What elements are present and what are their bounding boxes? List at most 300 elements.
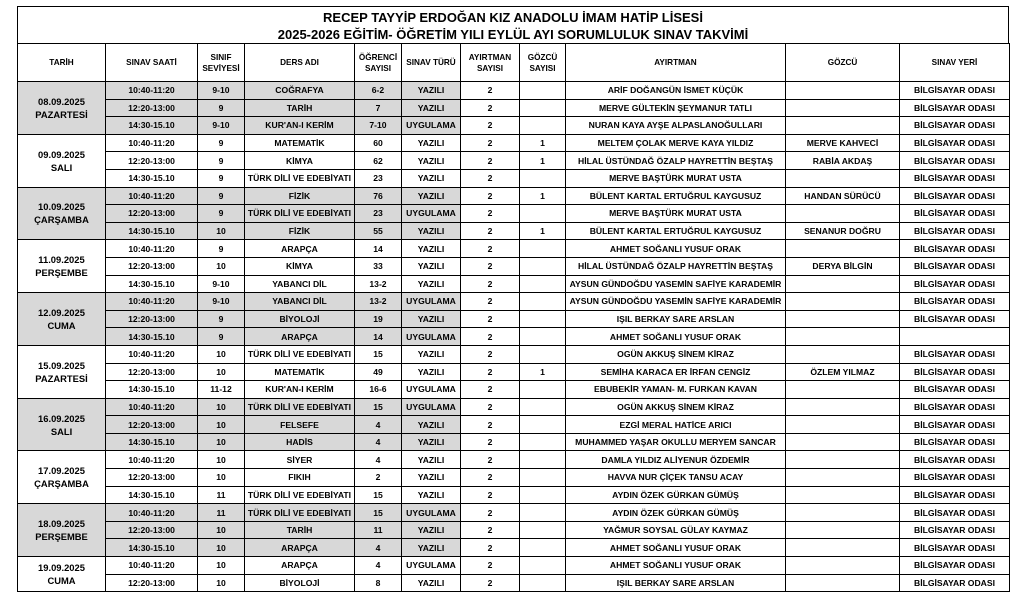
exam-weekday: PAZARTESİ <box>35 372 88 384</box>
date-cell <box>18 293 106 346</box>
table-row <box>18 99 1010 117</box>
graders-cell: BÜLENT KARTAL ERTUĞRUL KAYGUSUZ <box>566 187 786 205</box>
date-cell <box>18 345 106 398</box>
grader-count-cell: 2 <box>461 486 520 504</box>
table-row <box>18 469 1010 487</box>
proctor-cell <box>786 557 900 575</box>
exam-time-cell: 12:20-13:00 <box>106 99 198 117</box>
exam-time-cell: 14:30-15.10 <box>106 222 198 240</box>
proctor-cell <box>786 469 900 487</box>
grade-level-cell: 9 <box>198 240 245 258</box>
grade-level-cell: 10 <box>198 363 245 381</box>
course-name-cell: TÜRK DİLİ VE EDEBİYATI <box>245 486 355 504</box>
schedule-body <box>18 82 1010 592</box>
exam-type-cell: UYGULAMA <box>402 117 461 135</box>
exam-room-cell: BİLGİSAYAR ODASI <box>900 222 1010 240</box>
exam-schedule-table <box>17 43 1010 592</box>
exam-time-cell: 10:40-11:20 <box>106 451 198 469</box>
graders-cell: EZGİ MERAL HATİCE ARICI <box>566 416 786 434</box>
course-name-cell: TARİH <box>245 521 355 539</box>
grade-level-cell: 10 <box>198 345 245 363</box>
course-name-cell: TARİH <box>245 99 355 117</box>
table-row <box>18 257 1010 275</box>
grade-level-cell: 10 <box>198 433 245 451</box>
grader-count-cell: 2 <box>461 152 520 170</box>
proctor-cell <box>786 82 900 100</box>
student-count-cell: 15 <box>355 398 402 416</box>
proctor-count-cell <box>520 328 566 346</box>
grade-level-cell: 10 <box>198 521 245 539</box>
proctor-count-cell <box>520 398 566 416</box>
course-name-cell: BİYOLOJİ <box>245 310 355 328</box>
grader-count-cell: 2 <box>461 169 520 187</box>
graders-cell: OGÜN AKKUŞ SİNEM KİRAZ <box>566 345 786 363</box>
grader-count-cell: 2 <box>461 557 520 575</box>
graders-cell: HİLAL ÜSTÜNDAĞ ÖZALP HAYRETTİN BEŞTAŞ <box>566 257 786 275</box>
exam-type-cell: YAZILI <box>402 169 461 187</box>
exam-type-cell: YAZILI <box>402 433 461 451</box>
table-row <box>18 504 1010 522</box>
exam-room-cell: BİLGİSAYAR ODASI <box>900 152 1010 170</box>
grader-count-cell: 2 <box>461 328 520 346</box>
date-cell <box>18 240 106 293</box>
proctor-cell: MERVE KAHVECİ <box>786 134 900 152</box>
student-count-cell: 19 <box>355 310 402 328</box>
exam-time-cell: 10:40-11:20 <box>106 504 198 522</box>
exam-weekday: CUMA <box>47 575 76 587</box>
schedule-title: 2025-2026 EĞİTİM- ÖĞRETİM YILI EYLÜL AYI SORUMLULUK SINAV TAKVİMİ <box>277 27 749 42</box>
graders-cell: AHMET SOĞANLI YUSUF ORAK <box>566 240 786 258</box>
exam-time-cell: 10:40-11:20 <box>106 187 198 205</box>
exam-room-cell: BİLGİSAYAR ODASI <box>900 539 1010 557</box>
proctor-cell <box>786 381 900 399</box>
course-name-cell: MATEMATİK <box>245 134 355 152</box>
grader-count-cell: 2 <box>461 451 520 469</box>
student-count-cell: 13-2 <box>355 293 402 311</box>
exam-time-cell: 12:20-13:00 <box>106 521 198 539</box>
exam-time-cell: 14:30-15.10 <box>106 275 198 293</box>
date-cell <box>18 398 106 451</box>
course-name-cell: SİYER <box>245 451 355 469</box>
proctor-cell: ÖZLEM YILMAZ <box>786 363 900 381</box>
table-row <box>18 574 1010 592</box>
table-row <box>18 486 1010 504</box>
exam-room-cell: BİLGİSAYAR ODASI <box>900 469 1010 487</box>
exam-room-cell: BİLGİSAYAR ODASI <box>900 416 1010 434</box>
exam-type-cell: UYGULAMA <box>402 398 461 416</box>
exam-type-cell: YAZILI <box>402 222 461 240</box>
date-cell <box>18 451 106 504</box>
proctor-count-cell <box>520 451 566 469</box>
graders-cell: IŞIL BERKAY SARE ARSLAN <box>566 574 786 592</box>
exam-date: 10.09.2025 <box>38 201 85 213</box>
student-count-cell: 55 <box>355 222 402 240</box>
graders-cell: HAVVA NUR ÇİÇEK TANSU ACAY <box>566 469 786 487</box>
student-count-cell: 15 <box>355 504 402 522</box>
proctor-cell <box>786 293 900 311</box>
proctor-count-cell <box>520 574 566 592</box>
date-cell <box>18 504 106 557</box>
student-count-cell: 6-2 <box>355 82 402 100</box>
exam-room-cell: BİLGİSAYAR ODASI <box>900 293 1010 311</box>
exam-time-cell: 10:40-11:20 <box>106 557 198 575</box>
student-count-cell: 60 <box>355 134 402 152</box>
grade-level-cell: 11 <box>198 486 245 504</box>
exam-room-cell: BİLGİSAYAR ODASI <box>900 433 1010 451</box>
exam-time-cell: 12:20-13:00 <box>106 574 198 592</box>
proctor-count-cell <box>520 539 566 557</box>
exam-type-cell: YAZILI <box>402 257 461 275</box>
proctor-cell <box>786 99 900 117</box>
table-row <box>18 521 1010 539</box>
exam-weekday: SALI <box>50 425 73 437</box>
course-name-cell: ARAPÇA <box>245 557 355 575</box>
exam-date: 08.09.2025 <box>38 95 85 107</box>
grade-level-cell: 11 <box>198 504 245 522</box>
grader-count-cell: 2 <box>461 275 520 293</box>
col-header-sinif: SINIF SEVİYESİ <box>198 44 245 82</box>
exam-time-cell: 14:30-15.10 <box>106 381 198 399</box>
proctor-cell: DERYA BİLGİN <box>786 257 900 275</box>
table-row <box>18 539 1010 557</box>
exam-time-cell: 12:20-13:00 <box>106 205 198 223</box>
exam-room-cell: BİLGİSAYAR ODASI <box>900 451 1010 469</box>
exam-type-cell: UYGULAMA <box>402 293 461 311</box>
exam-type-cell: UYGULAMA <box>402 504 461 522</box>
grader-count-cell: 2 <box>461 398 520 416</box>
document-title <box>17 6 1009 43</box>
course-name-cell: TÜRK DİLİ VE EDEBİYATI <box>245 205 355 223</box>
grade-level-cell: 10 <box>198 469 245 487</box>
exam-type-cell: YAZILI <box>402 451 461 469</box>
exam-weekday: ÇARŞAMBA <box>34 478 89 490</box>
graders-cell: MERVE BAŞTÜRK MURAT USTA <box>566 169 786 187</box>
grade-level-cell: 10 <box>198 398 245 416</box>
grade-level-cell: 10 <box>198 574 245 592</box>
proctor-cell <box>786 416 900 434</box>
exam-room-cell: BİLGİSAYAR ODASI <box>900 310 1010 328</box>
student-count-cell: 4 <box>355 416 402 434</box>
graders-cell: EBUBEKİR YAMAN- M. FURKAN KAVAN <box>566 381 786 399</box>
proctor-cell <box>786 539 900 557</box>
exam-type-cell: YAZILI <box>402 539 461 557</box>
proctor-cell <box>786 521 900 539</box>
proctor-cell <box>786 169 900 187</box>
graders-cell: MELTEM ÇOLAK MERVE KAYA YILDIZ <box>566 134 786 152</box>
course-name-cell: TÜRK DİLİ VE EDEBİYATI <box>245 504 355 522</box>
course-name-cell: FİZİK <box>245 187 355 205</box>
course-name-cell: TÜRK DİLİ VE EDEBİYATI <box>245 345 355 363</box>
exam-type-cell: YAZILI <box>402 310 461 328</box>
student-count-cell: 7-10 <box>355 117 402 135</box>
exam-type-cell: YAZILI <box>402 574 461 592</box>
exam-room-cell: BİLGİSAYAR ODASI <box>900 345 1010 363</box>
exam-type-cell: YAZILI <box>402 521 461 539</box>
exam-type-cell: YAZILI <box>402 187 461 205</box>
table-row <box>18 117 1010 135</box>
exam-time-cell: 10:40-11:20 <box>106 134 198 152</box>
table-row <box>18 240 1010 258</box>
grade-level-cell: 10 <box>198 416 245 434</box>
exam-room-cell: BİLGİSAYAR ODASI <box>900 169 1010 187</box>
course-name-cell: TÜRK DİLİ VE EDEBİYATI <box>245 169 355 187</box>
exam-room-cell: BİLGİSAYAR ODASI <box>900 82 1010 100</box>
proctor-count-cell <box>520 521 566 539</box>
course-name-cell: YABANCI DİL <box>245 293 355 311</box>
grade-level-cell: 9 <box>198 134 245 152</box>
grade-level-cell: 9 <box>198 169 245 187</box>
date-cell <box>18 134 106 187</box>
table-row <box>18 416 1010 434</box>
exam-time-cell: 14:30-15.10 <box>106 486 198 504</box>
proctor-count-cell <box>520 310 566 328</box>
proctor-cell <box>786 205 900 223</box>
grader-count-cell: 2 <box>461 205 520 223</box>
course-name-cell: ARAPÇA <box>245 328 355 346</box>
exam-room-cell: BİLGİSAYAR ODASI <box>900 574 1010 592</box>
course-name-cell: KİMYA <box>245 152 355 170</box>
graders-cell: AYSUN GÜNDOĞDU YASEMİN SAFİYE KARADEMİR <box>566 275 786 293</box>
grader-count-cell: 2 <box>461 416 520 434</box>
student-count-cell: 4 <box>355 539 402 557</box>
student-count-cell: 4 <box>355 451 402 469</box>
exam-time-cell: 12:20-13:00 <box>106 416 198 434</box>
student-count-cell: 11 <box>355 521 402 539</box>
table-row <box>18 398 1010 416</box>
school-name: RECEP TAYYİP ERDOĞAN KIZ ANADOLU İMAM HATİP LİSESİ <box>323 10 703 25</box>
proctor-count-cell <box>520 416 566 434</box>
exam-date: 12.09.2025 <box>38 307 85 319</box>
course-name-cell: BİYOLOJİ <box>245 574 355 592</box>
exam-type-cell: UYGULAMA <box>402 328 461 346</box>
grader-count-cell: 2 <box>461 363 520 381</box>
grade-level-cell: 9-10 <box>198 275 245 293</box>
exam-room-cell: BİLGİSAYAR ODASI <box>900 486 1010 504</box>
grader-count-cell: 2 <box>461 293 520 311</box>
course-name-cell: TÜRK DİLİ VE EDEBİYATI <box>245 398 355 416</box>
grade-level-cell: 10 <box>198 557 245 575</box>
exam-weekday: PERŞEMBE <box>35 531 88 543</box>
grade-level-cell: 9-10 <box>198 293 245 311</box>
exam-room-cell: BİLGİSAYAR ODASI <box>900 557 1010 575</box>
exam-time-cell: 14:30-15.10 <box>106 328 198 346</box>
proctor-count-cell: 1 <box>520 152 566 170</box>
exam-type-cell: YAZILI <box>402 416 461 434</box>
table-row <box>18 363 1010 381</box>
grade-level-cell: 11-12 <box>198 381 245 399</box>
graders-cell: ARİF DOĞANGÜN İSMET KÜÇÜK <box>566 82 786 100</box>
grade-level-cell: 9 <box>198 99 245 117</box>
table-row <box>18 345 1010 363</box>
proctor-count-cell <box>520 345 566 363</box>
exam-room-cell: BİLGİSAYAR ODASI <box>900 521 1010 539</box>
grader-count-cell: 2 <box>461 574 520 592</box>
exam-date: 16.09.2025 <box>38 412 85 424</box>
grade-level-cell: 9 <box>198 187 245 205</box>
col-header-saat: SINAV SAATİ <box>106 44 198 82</box>
date-cell <box>18 557 106 592</box>
exam-type-cell: YAZILI <box>402 99 461 117</box>
grade-level-cell: 9 <box>198 310 245 328</box>
proctor-count-cell <box>520 275 566 293</box>
proctor-count-cell <box>520 486 566 504</box>
graders-cell: OGÜN AKKUŞ SİNEM KİRAZ <box>566 398 786 416</box>
proctor-cell <box>786 433 900 451</box>
graders-cell: AHMET SOĞANLI YUSUF ORAK <box>566 328 786 346</box>
exam-type-cell: YAZILI <box>402 82 461 100</box>
table-row <box>18 152 1010 170</box>
student-count-cell: 15 <box>355 486 402 504</box>
col-header-ayirtman-sayisi: AYIRTMAN SAYISI <box>461 44 520 82</box>
exam-room-cell: BİLGİSAYAR ODASI <box>900 99 1010 117</box>
proctor-count-cell: 1 <box>520 134 566 152</box>
grader-count-cell: 2 <box>461 539 520 557</box>
student-count-cell: 8 <box>355 574 402 592</box>
student-count-cell: 16-6 <box>355 381 402 399</box>
student-count-cell: 14 <box>355 240 402 258</box>
exam-date: 09.09.2025 <box>38 148 85 160</box>
grade-level-cell: 9 <box>198 152 245 170</box>
proctor-cell <box>786 117 900 135</box>
course-name-cell: COĞRAFYA <box>245 82 355 100</box>
proctor-cell <box>786 486 900 504</box>
table-row <box>18 328 1010 346</box>
exam-date: 15.09.2025 <box>38 359 85 371</box>
col-header-gozcu-sayisi: GÖZCÜ SAYISI <box>520 44 566 82</box>
proctor-count-cell: 1 <box>520 187 566 205</box>
grade-level-cell: 10 <box>198 222 245 240</box>
table-row <box>18 82 1010 100</box>
student-count-cell: 23 <box>355 205 402 223</box>
exam-room-cell: BİLGİSAYAR ODASI <box>900 504 1010 522</box>
graders-cell: IŞIL BERKAY SARE ARSLAN <box>566 310 786 328</box>
proctor-count-cell <box>520 257 566 275</box>
proctor-count-cell <box>520 205 566 223</box>
exam-type-cell: YAZILI <box>402 345 461 363</box>
graders-cell: MUHAMMED YAŞAR OKULLU MERYEM SANCAR <box>566 433 786 451</box>
exam-room-cell: BİLGİSAYAR ODASI <box>900 398 1010 416</box>
exam-time-cell: 10:40-11:20 <box>106 398 198 416</box>
exam-type-cell: YAZILI <box>402 363 461 381</box>
graders-cell: AYDIN ÖZEK GÜRKAN GÜMÜŞ <box>566 504 786 522</box>
table-row <box>18 205 1010 223</box>
exam-time-cell: 10:40-11:20 <box>106 293 198 311</box>
exam-weekday: CUMA <box>47 320 76 332</box>
grader-count-cell: 2 <box>461 187 520 205</box>
course-name-cell: FIKIH <box>245 469 355 487</box>
exam-room-cell: BİLGİSAYAR ODASI <box>900 205 1010 223</box>
proctor-count-cell <box>520 82 566 100</box>
exam-time-cell: 10:40-11:20 <box>106 240 198 258</box>
course-name-cell: HADİS <box>245 433 355 451</box>
graders-cell: SEMİHA KARACA ER İRFAN CENGİZ <box>566 363 786 381</box>
grader-count-cell: 2 <box>461 99 520 117</box>
proctor-cell <box>786 574 900 592</box>
col-header-ayirtman: AYIRTMAN <box>566 44 786 82</box>
exam-date: 19.09.2025 <box>38 562 85 574</box>
col-header-gozcu: GÖZCÜ <box>786 44 900 82</box>
table-row <box>18 187 1010 205</box>
graders-cell: YAĞMUR SOYSAL GÜLAY KAYMAZ <box>566 521 786 539</box>
proctor-cell <box>786 504 900 522</box>
student-count-cell: 4 <box>355 557 402 575</box>
exam-time-cell: 14:30-15.10 <box>106 117 198 135</box>
course-name-cell: ARAPÇA <box>245 240 355 258</box>
header-row <box>18 44 1010 82</box>
proctor-count-cell <box>520 117 566 135</box>
exam-room-cell: BİLGİSAYAR ODASI <box>900 187 1010 205</box>
schedule-document <box>17 6 1009 592</box>
student-count-cell: 15 <box>355 345 402 363</box>
grader-count-cell: 2 <box>461 134 520 152</box>
col-header-tarih: TARİH <box>18 44 106 82</box>
exam-room-cell: BİLGİSAYAR ODASI <box>900 363 1010 381</box>
course-name-cell: ARAPÇA <box>245 539 355 557</box>
grade-level-cell: 10 <box>198 451 245 469</box>
exam-type-cell: YAZILI <box>402 134 461 152</box>
graders-cell: NURAN KAYA AYŞE ALPASLANOĞULLARI <box>566 117 786 135</box>
proctor-count-cell <box>520 469 566 487</box>
exam-time-cell: 14:30-15.10 <box>106 433 198 451</box>
exam-date: 17.09.2025 <box>38 465 85 477</box>
grade-level-cell: 9-10 <box>198 117 245 135</box>
proctor-cell <box>786 310 900 328</box>
exam-room-cell: BİLGİSAYAR ODASI <box>900 257 1010 275</box>
graders-cell: DAMLA YILDIZ ALİYENUR ÖZDEMİR <box>566 451 786 469</box>
proctor-count-cell: 1 <box>520 222 566 240</box>
student-count-cell: 4 <box>355 433 402 451</box>
exam-time-cell: 10:40-11:20 <box>106 345 198 363</box>
proctor-cell <box>786 345 900 363</box>
proctor-cell: HANDAN SÜRÜCÜ <box>786 187 900 205</box>
exam-time-cell: 14:30-15.10 <box>106 169 198 187</box>
proctor-count-cell <box>520 381 566 399</box>
exam-time-cell: 12:20-13:00 <box>106 257 198 275</box>
course-name-cell: FİZİK <box>245 222 355 240</box>
exam-time-cell: 12:20-13:00 <box>106 310 198 328</box>
exam-weekday: ÇARŞAMBA <box>34 214 89 226</box>
grade-level-cell: 9 <box>198 205 245 223</box>
grader-count-cell: 2 <box>461 310 520 328</box>
graders-cell: MERVE GÜLTEKİN ŞEYMANUR TATLI <box>566 99 786 117</box>
col-header-ogrenci: ÖĞRENCİ SAYISI <box>355 44 402 82</box>
proctor-count-cell <box>520 433 566 451</box>
graders-cell: AYSUN GÜNDOĞDU YASEMİN SAFİYE KARADEMİR <box>566 293 786 311</box>
col-header-ders: DERS ADI <box>245 44 355 82</box>
exam-type-cell: YAZILI <box>402 152 461 170</box>
graders-cell: AHMET SOĞANLI YUSUF ORAK <box>566 557 786 575</box>
graders-cell: BÜLENT KARTAL ERTUĞRUL KAYGUSUZ <box>566 222 786 240</box>
date-cell <box>18 187 106 240</box>
course-name-cell: KUR'AN-I KERİM <box>245 381 355 399</box>
proctor-cell: RABİA AKDAŞ <box>786 152 900 170</box>
course-name-cell: KİMYA <box>245 257 355 275</box>
grader-count-cell: 2 <box>461 82 520 100</box>
table-row <box>18 222 1010 240</box>
exam-type-cell: YAZILI <box>402 275 461 293</box>
table-row <box>18 169 1010 187</box>
grader-count-cell: 2 <box>461 469 520 487</box>
exam-room-cell: BİLGİSAYAR ODASI <box>900 240 1010 258</box>
exam-date: 11.09.2025 <box>38 254 85 266</box>
exam-date: 18.09.2025 <box>38 518 85 530</box>
course-name-cell: KUR'AN-I KERİM <box>245 117 355 135</box>
exam-weekday: PAZARTESİ <box>35 108 88 120</box>
grader-count-cell: 2 <box>461 345 520 363</box>
exam-weekday: PERŞEMBE <box>35 267 88 279</box>
proctor-count-cell <box>520 504 566 522</box>
grade-level-cell: 10 <box>198 257 245 275</box>
